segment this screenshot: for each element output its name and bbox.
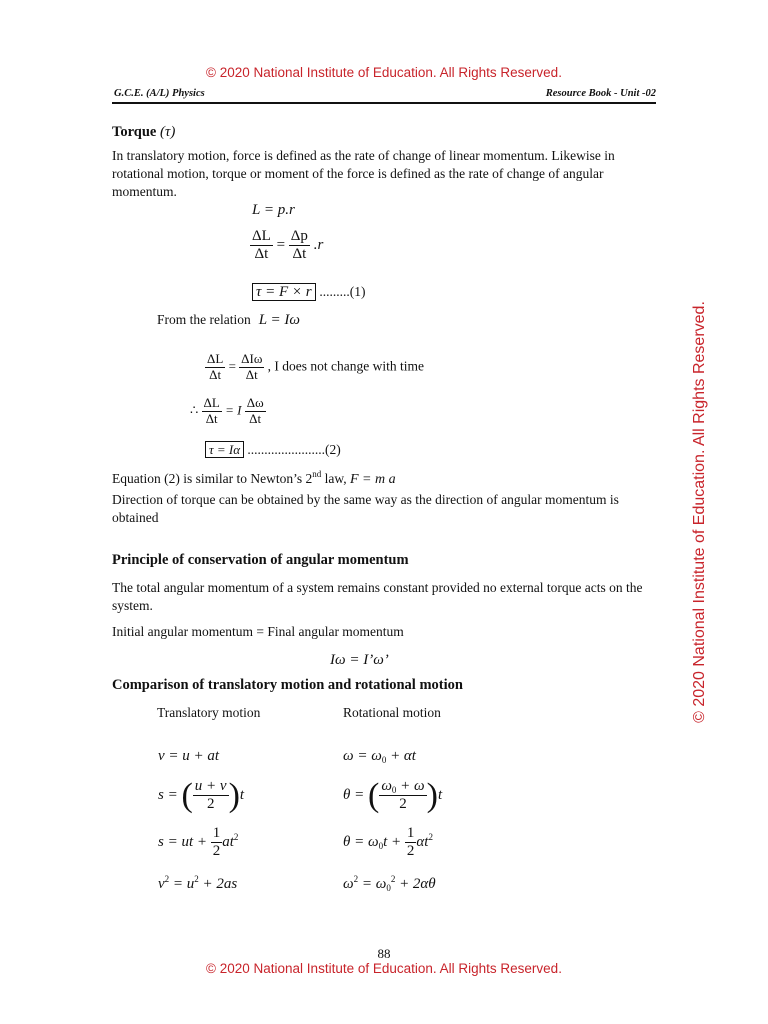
v2-sq-1: 2 xyxy=(164,874,170,884)
header-right: Resource Book - Unit -02 xyxy=(545,88,656,99)
s2-sq: 2 xyxy=(233,832,239,843)
torque-symbol: (τ) xyxy=(159,124,176,140)
s2-tail: at xyxy=(222,834,234,851)
s-tail: t xyxy=(239,787,245,804)
theta2-lhs: θ = ω xyxy=(343,834,379,851)
eq4-rhs-num: ΔIω xyxy=(241,351,263,366)
w2-sq-2: 2 xyxy=(390,874,396,884)
v2-b: = u xyxy=(169,876,195,892)
s2-lhs: s = ut + xyxy=(158,834,207,851)
page-number: 88 xyxy=(377,946,391,961)
newton-analogy xyxy=(112,465,664,489)
theta2-den: 2 xyxy=(406,843,415,860)
theta-lhs: θ = xyxy=(343,787,365,804)
theta2-sub: 0 xyxy=(378,841,384,852)
s2-den: 2 xyxy=(212,843,221,860)
eq-theta-w0t-half-at2 xyxy=(343,825,433,861)
eq-v-u-at: v = u + at xyxy=(158,748,220,764)
w-eq-tail: + αt xyxy=(386,748,416,764)
eq6-box: τ = Iα xyxy=(205,441,244,458)
eq-torque-boxed-2 xyxy=(205,442,341,458)
relation-text: From the relation xyxy=(157,312,251,327)
eq5-mid: = I xyxy=(225,402,242,418)
eq4-lhs-den: Δt xyxy=(209,366,222,382)
theta2-num: 1 xyxy=(405,825,417,843)
w2-sub: 0 xyxy=(386,883,391,893)
theta2-mid: t + xyxy=(383,834,402,851)
eq4-note: , I does not change with time xyxy=(267,358,424,374)
theta2-tail: αt xyxy=(416,834,429,851)
theta2-sq: 2 xyxy=(428,832,433,843)
copyright-bottom: © 2020 National Institute of Education. All Rights Reserved. xyxy=(206,961,562,976)
eq2-rhs-num: Δp xyxy=(289,228,310,246)
eq5-rhs-num: Δω xyxy=(246,395,264,410)
eq5-rhs-den: Δt xyxy=(249,410,262,426)
eq-w-w0-at xyxy=(343,748,416,765)
eq-v2-u2-2as xyxy=(158,874,237,893)
w-eq-sub: 0 xyxy=(381,755,387,765)
theta-num-b: + ω xyxy=(396,778,425,794)
eq4-rhs-den: Δt xyxy=(245,366,258,382)
w2-b: = ω xyxy=(358,876,387,892)
relation-eq: L = Iω xyxy=(258,312,301,328)
newton-eq: F = m a xyxy=(349,472,396,487)
s-lhs: s = xyxy=(158,787,178,804)
eq-rate-momentum: $\frac{\Delta L}{\Delta t}$ = $\frac{\Delta p}{\Delta t}$ .r xyxy=(252,228,324,263)
relation-line xyxy=(157,311,300,329)
eq3-tag: .........(1) xyxy=(319,284,366,299)
w2-c: + 2αθ xyxy=(395,876,436,892)
eq-rate-iw: $\frac{\Delta L}{\Delta t}$ = $\frac{\text{ΔIω}}{\Delta t}$ , I does not change with time xyxy=(207,351,424,382)
newton-text-a: Equation (2) is similar to Newton’s 2 xyxy=(112,471,313,486)
v2-c: + 2as xyxy=(198,876,238,892)
theta-tail: t xyxy=(437,787,443,804)
eq-angular-momentum: L = p.r xyxy=(252,202,295,218)
torque-direction: Direction of torque can be obtained by the same way as the direction of angular momentum is obtained xyxy=(112,492,619,525)
v2-a: v xyxy=(158,876,165,892)
eq-theta-average: θ = ( $\frac{\omega_0 + \omega}{2}$ )t xyxy=(343,776,443,814)
header-rule xyxy=(112,102,656,104)
s-num: u + v xyxy=(193,778,229,796)
newton-sup: nd xyxy=(312,469,322,479)
therefore-symbol: ∴ xyxy=(190,402,199,418)
torque-intro: In translatory motion, force is defined as the rate of change of linear momentum. Likewise in rotational motion, torque or moment of the force is defined as the rate of change of angular momentum. xyxy=(112,148,615,199)
theta-num-sub: 0 xyxy=(391,785,397,795)
v2-sq-2: 2 xyxy=(194,874,199,884)
col-rotational: Rotational motion xyxy=(343,705,441,720)
conservation-heading: Principle of conservation of angular momentum xyxy=(112,552,409,568)
s-den: 2 xyxy=(206,796,215,813)
eq3-box: τ = F × r xyxy=(252,283,316,301)
torque-heading xyxy=(112,124,175,141)
w2-sq-1: 2 xyxy=(353,874,359,884)
conservation-text: The total angular momentum of a system remains constant provided no external torque acts on the system. xyxy=(112,580,643,613)
copyright-vertical: © 2020 National Institute of Education. All Rights Reserved. xyxy=(691,301,708,723)
eq2-lhs-num: ΔL xyxy=(250,228,273,246)
conservation-initial: Initial angular momentum = Final angular momentum xyxy=(112,624,404,639)
header-left: G.C.E. (A/L) Physics xyxy=(114,88,205,99)
eq2-tail: .r xyxy=(313,237,324,254)
eq-s-average: s = ( $\frac{u + v}{2}$ )t xyxy=(158,776,245,814)
theta-num-a: ω xyxy=(381,778,392,794)
eq-s-ut-half-at2 xyxy=(158,825,238,861)
eq-therefore xyxy=(190,396,266,427)
col-translatory: Translatory motion xyxy=(157,705,261,720)
eq4-lhs-num: ΔL xyxy=(207,351,224,366)
torque-heading-text: Torque xyxy=(112,124,157,140)
eq6-tag: .......................(2) xyxy=(247,442,341,457)
comparison-heading: Comparison of translatory motion and rotational motion xyxy=(112,677,463,693)
eq5-lhs-num: ΔL xyxy=(203,395,220,410)
eq-torque-boxed-1 xyxy=(252,284,366,301)
w-eq-head: ω = ω xyxy=(343,748,382,764)
w2-a: ω xyxy=(343,876,354,892)
eq2-lhs-den: Δt xyxy=(254,246,269,263)
newton-text-b: law, xyxy=(321,471,350,486)
theta-den: 2 xyxy=(399,796,407,813)
eq2-rhs-den: Δt xyxy=(292,246,307,263)
s2-num: 1 xyxy=(211,825,223,843)
conservation-eq: Iω = I’ω’ xyxy=(330,652,389,668)
eq5-lhs-den: Δt xyxy=(205,410,218,426)
copyright-top: © 2020 National Institute of Education. All Rights Reserved. xyxy=(206,65,562,80)
eq-w2-w02-2at xyxy=(343,874,436,893)
